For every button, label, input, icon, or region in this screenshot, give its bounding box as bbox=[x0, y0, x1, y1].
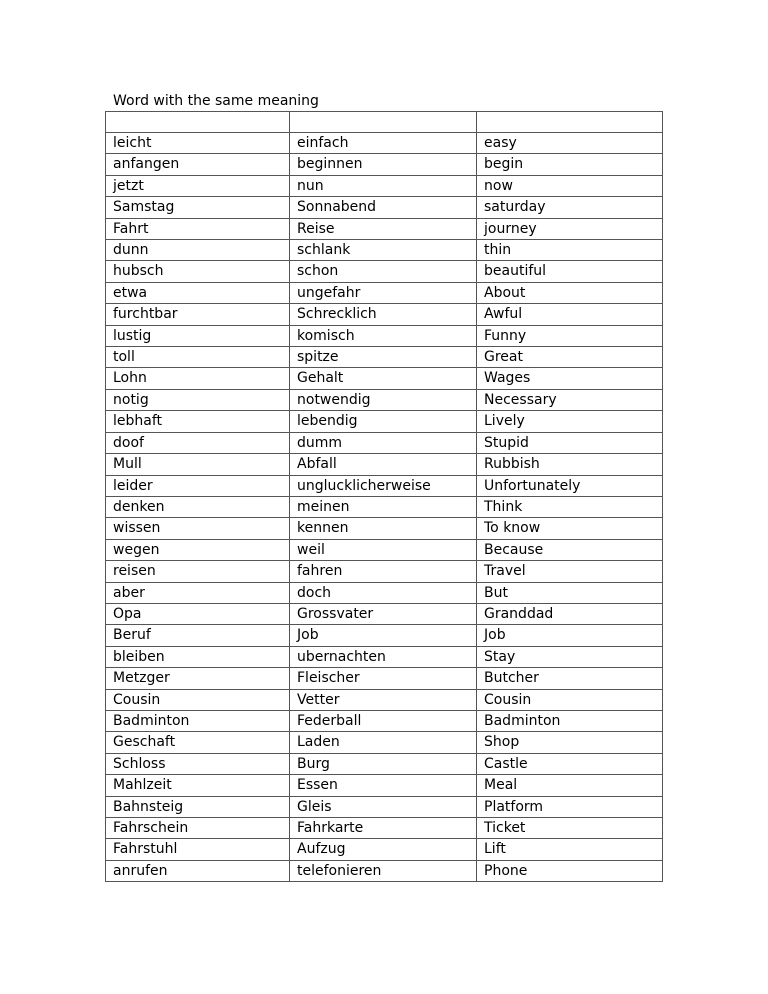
table-row bbox=[106, 496, 663, 517]
table-cell: Stupid bbox=[477, 432, 663, 453]
table-row bbox=[106, 432, 663, 453]
table-cell: leicht bbox=[106, 133, 290, 154]
table-cell: Fahrt bbox=[106, 218, 290, 239]
table-cell: Grossvater bbox=[290, 603, 477, 624]
table-row bbox=[106, 710, 663, 731]
table-row bbox=[106, 282, 663, 303]
table-cell: Fleischer bbox=[290, 668, 477, 689]
table-row bbox=[106, 646, 663, 667]
table-cell: Shop bbox=[477, 732, 663, 753]
table-row bbox=[106, 133, 663, 154]
table-cell: journey bbox=[477, 218, 663, 239]
table-row bbox=[106, 454, 663, 475]
table-cell: Mull bbox=[106, 454, 290, 475]
table-cell: Geschaft bbox=[106, 732, 290, 753]
table-cell: hubsch bbox=[106, 261, 290, 282]
table-cell: anfangen bbox=[106, 154, 290, 175]
table-cell: Samstag bbox=[106, 197, 290, 218]
table-cell: Cousin bbox=[477, 689, 663, 710]
table-cell: Travel bbox=[477, 561, 663, 582]
table-cell: Lively bbox=[477, 411, 663, 432]
table-row bbox=[106, 625, 663, 646]
table-cell: jetzt bbox=[106, 175, 290, 196]
table-cell: notig bbox=[106, 389, 290, 410]
table-row bbox=[106, 732, 663, 753]
table-cell: Platform bbox=[477, 796, 663, 817]
table-cell: begin bbox=[477, 154, 663, 175]
table-cell: Metzger bbox=[106, 668, 290, 689]
table-cell: lebhaft bbox=[106, 411, 290, 432]
table-cell: Badminton bbox=[106, 710, 290, 731]
table-row bbox=[106, 154, 663, 175]
table-cell: wissen bbox=[106, 518, 290, 539]
table-row bbox=[106, 218, 663, 239]
table-cell: aber bbox=[106, 582, 290, 603]
table-row bbox=[106, 860, 663, 881]
table-row bbox=[106, 775, 663, 796]
table-cell: Fahrkarte bbox=[290, 818, 477, 839]
table-cell: unglucklicherweise bbox=[290, 475, 477, 496]
table-cell: Job bbox=[290, 625, 477, 646]
table-cell: Job bbox=[477, 625, 663, 646]
table-row bbox=[106, 753, 663, 774]
table-row bbox=[106, 603, 663, 624]
table-cell: kennen bbox=[290, 518, 477, 539]
table-row bbox=[106, 389, 663, 410]
table-cell: Beruf bbox=[106, 625, 290, 646]
header-cell bbox=[106, 112, 290, 133]
table-cell: easy bbox=[477, 133, 663, 154]
table-cell: meinen bbox=[290, 496, 477, 517]
table-cell: beginnen bbox=[290, 154, 477, 175]
table-cell: etwa bbox=[106, 282, 290, 303]
table-cell: Essen bbox=[290, 775, 477, 796]
header-cell bbox=[290, 112, 477, 133]
table-row bbox=[106, 475, 663, 496]
table-cell: Castle bbox=[477, 753, 663, 774]
table-cell: Gleis bbox=[290, 796, 477, 817]
table-cell: Think bbox=[477, 496, 663, 517]
table-cell: komisch bbox=[290, 325, 477, 346]
table-row bbox=[106, 175, 663, 196]
table-cell: Abfall bbox=[290, 454, 477, 475]
table-cell: Bahnsteig bbox=[106, 796, 290, 817]
table-cell: Stay bbox=[477, 646, 663, 667]
table-cell: Rubbish bbox=[477, 454, 663, 475]
table-row bbox=[106, 668, 663, 689]
table-cell: schlank bbox=[290, 240, 477, 261]
table-row bbox=[106, 304, 663, 325]
table-row bbox=[106, 518, 663, 539]
table-cell: anrufen bbox=[106, 860, 290, 881]
table-row bbox=[106, 689, 663, 710]
table-cell: Opa bbox=[106, 603, 290, 624]
table-cell: notwendig bbox=[290, 389, 477, 410]
table-cell: bleiben bbox=[106, 646, 290, 667]
table-row bbox=[106, 796, 663, 817]
table-cell: doch bbox=[290, 582, 477, 603]
table-row bbox=[106, 539, 663, 560]
table-cell: fahren bbox=[290, 561, 477, 582]
word-table-body bbox=[106, 112, 663, 882]
table-cell: Sonnabend bbox=[290, 197, 477, 218]
table-cell: To know bbox=[477, 518, 663, 539]
table-cell: Funny bbox=[477, 325, 663, 346]
table-cell: Gehalt bbox=[290, 368, 477, 389]
table-cell: Phone bbox=[477, 860, 663, 881]
table-cell: einfach bbox=[290, 133, 477, 154]
table-cell: Reise bbox=[290, 218, 477, 239]
table-cell: ungefahr bbox=[290, 282, 477, 303]
table-cell: ubernachten bbox=[290, 646, 477, 667]
table-cell: Great bbox=[477, 347, 663, 368]
table-row bbox=[106, 411, 663, 432]
word-table bbox=[105, 111, 663, 882]
table-cell: Laden bbox=[290, 732, 477, 753]
table-cell: Awful bbox=[477, 304, 663, 325]
table-header-row bbox=[106, 112, 663, 133]
table-cell: furchtbar bbox=[106, 304, 290, 325]
table-cell: Lift bbox=[477, 839, 663, 860]
table-row bbox=[106, 818, 663, 839]
table-cell: beautiful bbox=[477, 261, 663, 282]
table-cell: Vetter bbox=[290, 689, 477, 710]
table-cell: Lohn bbox=[106, 368, 290, 389]
table-row bbox=[106, 839, 663, 860]
table-cell: Fahrstuhl bbox=[106, 839, 290, 860]
table-row bbox=[106, 325, 663, 346]
table-cell: Wages bbox=[477, 368, 663, 389]
table-row bbox=[106, 582, 663, 603]
table-cell: Aufzug bbox=[290, 839, 477, 860]
table-cell: Badminton bbox=[477, 710, 663, 731]
table-cell: telefonieren bbox=[290, 860, 477, 881]
header-cell bbox=[477, 112, 663, 133]
table-cell: Schloss bbox=[106, 753, 290, 774]
table-cell: doof bbox=[106, 432, 290, 453]
table-cell: Schrecklich bbox=[290, 304, 477, 325]
table-row bbox=[106, 368, 663, 389]
table-cell: Meal bbox=[477, 775, 663, 796]
table-cell: nun bbox=[290, 175, 477, 196]
table-cell: Cousin bbox=[106, 689, 290, 710]
table-cell: leider bbox=[106, 475, 290, 496]
table-cell: About bbox=[477, 282, 663, 303]
table-cell: lebendig bbox=[290, 411, 477, 432]
table-cell: wegen bbox=[106, 539, 290, 560]
table-cell: Necessary bbox=[477, 389, 663, 410]
table-cell: thin bbox=[477, 240, 663, 261]
table-cell: schon bbox=[290, 261, 477, 282]
table-row bbox=[106, 261, 663, 282]
table-cell: Butcher bbox=[477, 668, 663, 689]
table-cell: reisen bbox=[106, 561, 290, 582]
table-cell: now bbox=[477, 175, 663, 196]
table-cell: weil bbox=[290, 539, 477, 560]
table-cell: Because bbox=[477, 539, 663, 560]
table-row bbox=[106, 561, 663, 582]
table-cell: denken bbox=[106, 496, 290, 517]
table-cell: But bbox=[477, 582, 663, 603]
table-cell: lustig bbox=[106, 325, 290, 346]
table-cell: Burg bbox=[290, 753, 477, 774]
table-cell: saturday bbox=[477, 197, 663, 218]
table-cell: Ticket bbox=[477, 818, 663, 839]
table-cell: toll bbox=[106, 347, 290, 368]
document-title: Word with the same meaning bbox=[113, 93, 319, 109]
table-cell: Federball bbox=[290, 710, 477, 731]
table-cell: dumm bbox=[290, 432, 477, 453]
table-row bbox=[106, 347, 663, 368]
table-row bbox=[106, 240, 663, 261]
table-cell: Mahlzeit bbox=[106, 775, 290, 796]
table-cell: Granddad bbox=[477, 603, 663, 624]
table-cell: Fahrschein bbox=[106, 818, 290, 839]
table-cell: Unfortunately bbox=[477, 475, 663, 496]
table-cell: dunn bbox=[106, 240, 290, 261]
table-cell: spitze bbox=[290, 347, 477, 368]
table-row bbox=[106, 197, 663, 218]
